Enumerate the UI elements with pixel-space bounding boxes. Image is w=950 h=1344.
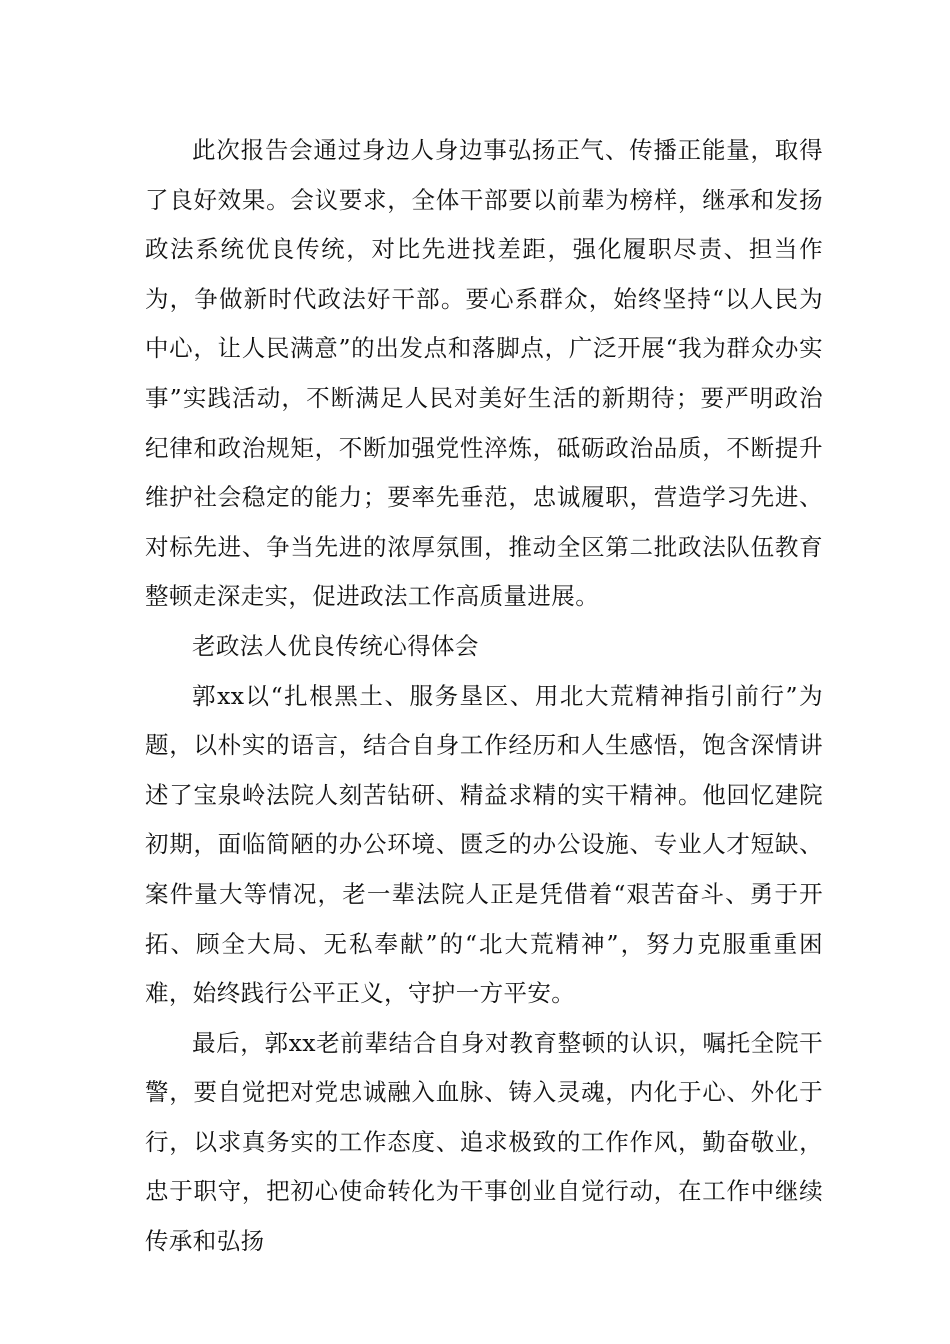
paragraph-conclusion: 最后，郭xx老前辈结合自身对教育整顿的认识，嘱托全院干警，要自觉把对党忠诚融入血脉、铸入灵魂，内化于心、外化于行，以求真务实的工作态度、追求极致的工作作风，勤奋敬业，忠于职守，把初心使命转化为干事创业自觉行动，在工作中继续传承和弘扬 bbox=[145, 1028, 823, 1256]
section-heading: 老政法人优良传统心得体会 bbox=[192, 631, 479, 660]
document-body bbox=[145, 126, 823, 1267]
paragraph-report-effect: 此次报告会通过身边人身边事弘扬正气、传播正能量，取得了良好效果。会议要求，全体干部要以前辈为榜样，继承和发扬政法系统优良传统，对比先进找差距，强化履职尽责、担当作为，争做新时代政法好干部。要心系群众，始终坚持“以人民为中心，让人民满意”的出发点和落脚点，广泛开展“我为群众办实事”实践活动，不断满足人民对美好生活的新期待；要严明政治纪律和政治规矩，不断加强党性淬炼，砥砺政治品质，不断提升维护社会稳定的能力；要率先垂范，忠诚履职，营造学习先进、对标先进、争当先进的浓厚氛围，推动全区第二批政法队伍教育整顿走深走实，促进政法工作高质量进展。 bbox=[145, 136, 823, 611]
paragraph-guo-speech: 郭xx以“扎根黑土、服务垦区、用北大荒精神指引前行”为题，以朴实的语言，结合自身工作经历和人生感悟，饱含深情讲述了宝泉岭法院人刻苦钻研、精益求精的实干精神。他回忆建院初期，面临简陋的办公环境、匮乏的办公设施、专业人才短缺、案件量大等情况，老一辈法院人正是凭借着“艰苦奋斗、勇于开拓、顾全大局、无私奉献”的“北大荒精神”，努力克服重重困难，始终践行公平正义，守护一方平安。 bbox=[145, 681, 823, 1008]
